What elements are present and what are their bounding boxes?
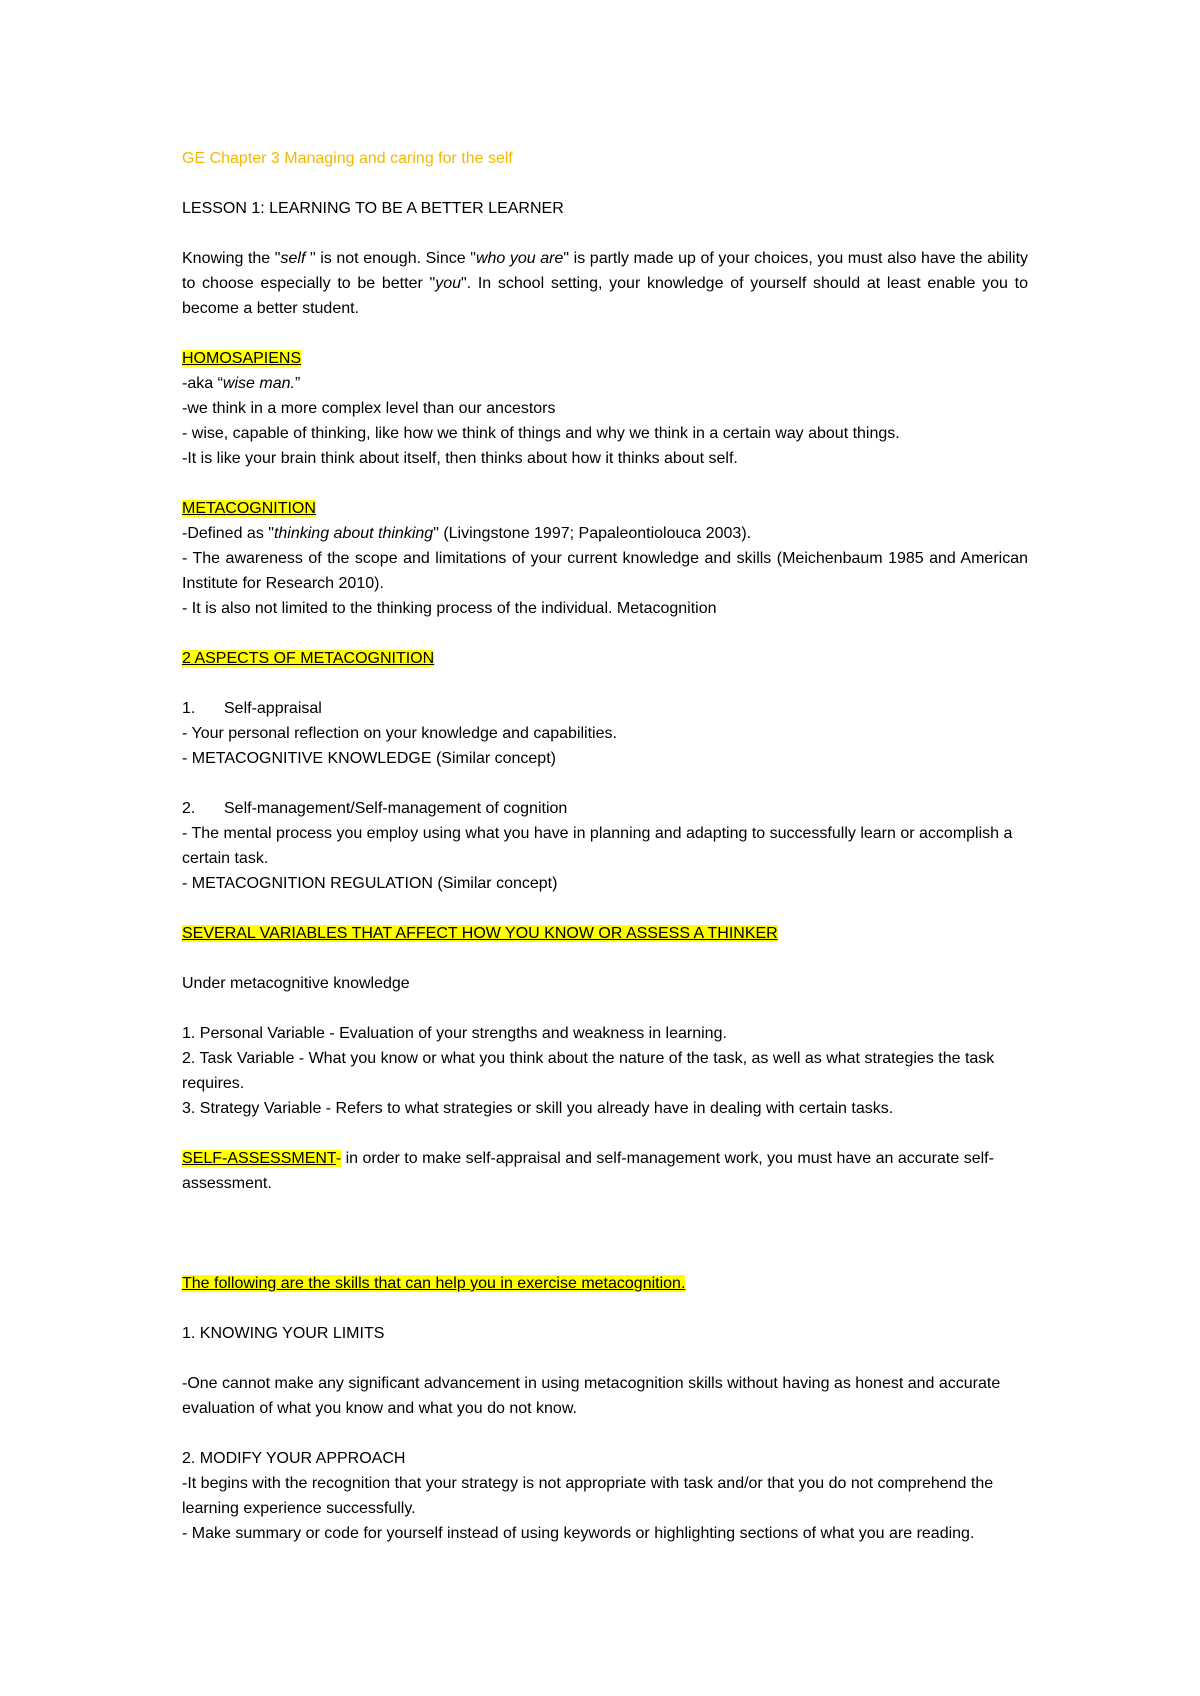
- metacognition-awareness: - The awareness of the scope and limitations of your current knowledge and skills (Meichenbaum 1985 and American Institute for Research 2010).: [182, 550, 1028, 592]
- document-body: [182, 146, 1028, 1546]
- homosapiens-line: - wise, capable of thinking, like how we think of things and why we think in a certain way about things.: [182, 425, 900, 442]
- aspects-heading: 2 ASPECTS OF METACOGNITION: [182, 650, 435, 667]
- aspect-item-1: [182, 696, 1028, 721]
- homosapiens-line: -It is like your brain think about itself, then thinks about how it thinks about self.: [182, 450, 738, 467]
- aspect-line: - METACOGNITIVE KNOWLEDGE (Similar concept): [182, 750, 556, 767]
- metacognition-heading: METACOGNITION: [182, 500, 316, 517]
- aspect-title: Self-management/Self-management of cognition: [224, 800, 568, 817]
- skill-text: -It begins with the recognition that your strategy is not appropriate with task and/or that you do not comprehend the learning experience successfully.: [182, 1475, 994, 1517]
- aspect-line: - The mental process you employ using what you have in planning and adapting to successfully learn or accomplish a certain task.: [182, 825, 1013, 867]
- aspect-title: Self-appraisal: [224, 700, 322, 717]
- document-title: GE Chapter 3 Managing and caring for the self: [182, 150, 513, 167]
- self-assessment-label: SELF-ASSESSMENT: [182, 1150, 336, 1167]
- metacognition-definition: -Defined as "thinking about thinking" (Livingstone 1997; Papaleontiolouca 2003).: [182, 525, 752, 542]
- aspect-line: - Your personal reflection on your knowledge and capabilities.: [182, 725, 617, 742]
- aspect-number: 1.: [182, 700, 196, 717]
- variables-heading: SEVERAL VARIABLES THAT AFFECT HOW YOU KNOW OR ASSESS A THINKER: [182, 925, 778, 942]
- aspect-number: 2.: [182, 800, 196, 817]
- homosapiens-line: -we think in a more complex level than our ancestors: [182, 400, 556, 417]
- lesson-heading: LESSON 1: LEARNING TO BE A BETTER LEARNER: [182, 200, 564, 217]
- skills-heading: The following are the skills that can help you in exercise metacognition.: [182, 1275, 686, 1292]
- variable-item: 2. Task Variable - What you know or what you think about the nature of the task, as well as what strategies the task requires.: [182, 1050, 995, 1092]
- self-assessment-paragraph: SELF-ASSESSMENT- in order to make self-appraisal and self-management work, you must have an accurate self- assessment.: [182, 1150, 994, 1192]
- variables-subheading: Under metacognitive knowledge: [182, 975, 410, 992]
- homosapiens-heading: HOMOSAPIENS: [182, 350, 302, 367]
- aspect-line: - METACOGNITION REGULATION (Similar concept): [182, 875, 558, 892]
- variable-item: 3. Strategy Variable - Refers to what strategies or skill you already have in dealing with certain tasks.: [182, 1100, 894, 1117]
- skill-text: - Make summary or code for yourself instead of using keywords or highlighting sections of what you are reading.: [182, 1525, 975, 1542]
- skill-title: 2. MODIFY YOUR APPROACH: [182, 1450, 406, 1467]
- variable-item: 1. Personal Variable - Evaluation of your strengths and weakness in learning.: [182, 1025, 727, 1042]
- skill-text: -One cannot make any significant advancement in using metacognition skills without having as honest and accurate evaluation of what you know and what you do not know.: [182, 1375, 1001, 1417]
- skill-title: 1. KNOWING YOUR LIMITS: [182, 1325, 385, 1342]
- intro-paragraph: Knowing the "self " is not enough. Since "who you are" is partly made up of your choices, you must also have the ability to choose especially to be better "you". In school setting, your knowledge of yourself should at least enable you to become a better student.: [182, 250, 1029, 317]
- metacognition-also: - It is also not limited to the thinking process of the individual. Metacognition: [182, 600, 717, 617]
- homosapiens-aka: -aka “wise man.”: [182, 375, 301, 392]
- aspect-item-2: [182, 796, 1028, 821]
